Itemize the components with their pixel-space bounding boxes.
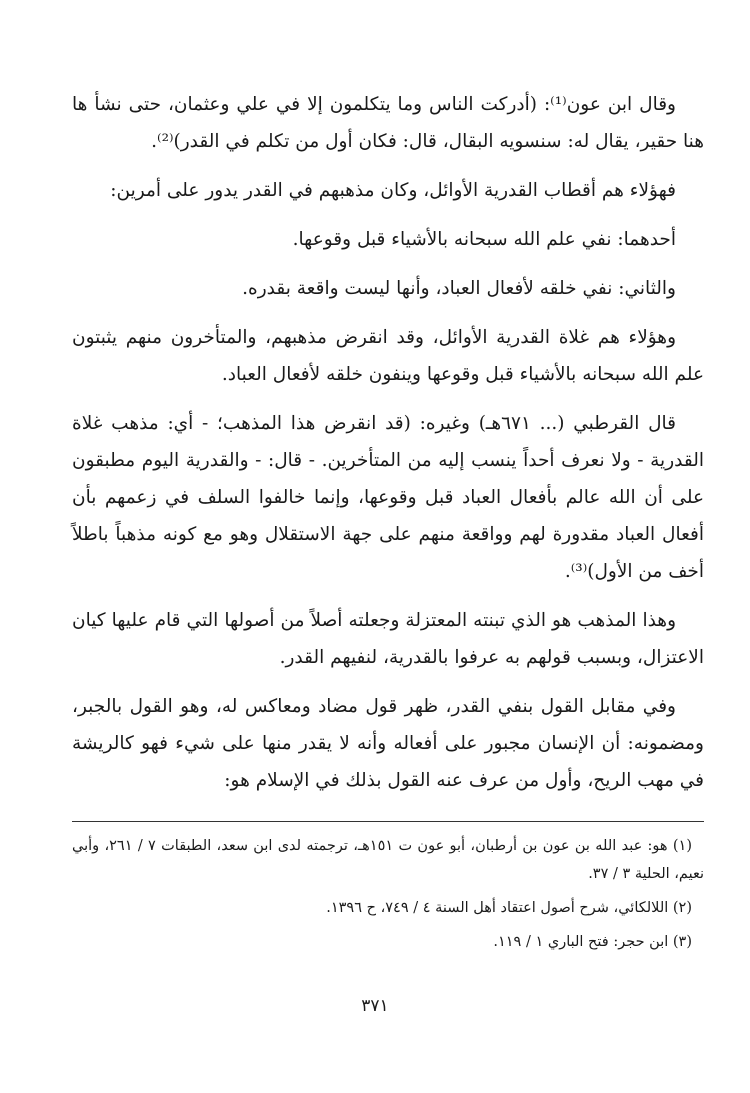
footnote: (٣) ابن حجر: فتح الباري ١ / ١١٩. — [493, 934, 692, 950]
footnotes — [72, 832, 704, 956]
paragraph: وقال ابن عون⁽¹⁾: (أدركت الناس وما يتكلمون إلا في علي وعثمان، حتى نشأ ها هنا حقير، يقال له: سنسويه البقال، قال: فكان أول من تكلم في القدر)⁽²⁾. — [72, 94, 704, 152]
paragraph: وهذا المذهب هو الذي تبنته المعتزلة وجعلته أصلاً من أصولها التي قام عليها كيان الاعتزال، وبسبب قولهم به عرفوا بالقدرية، لنفيهم القدر. — [72, 610, 704, 668]
paragraph: قال القرطبي (... ٦٧١هـ) وغيره: (قد انقرض هذا المذهب؛ - أي: مذهب غلاة القدرية - ولا نعرف أحداً ينسب إليه من المتأخرين. - قال: - والقدرية اليوم مطبقون على أن الله عالم بأفعال العباد قبل وقوعها، وإنما خالفوا السلف في زعمهم بأن أفعال العباد مقدورة لهم وواقعة منهم على جهة الاستقلال وهو مع كونه مذهباً باطلاً أخف من الأول)⁽³⁾. — [72, 413, 704, 582]
paragraph: والثاني: نفي خلقه لأفعال العباد، وأنها ليست واقعة بقدره. — [242, 278, 676, 299]
paragraph: فهؤلاء هم أقطاب القدرية الأوائل، وكان مذهبهم في القدر يدور على أمرين: — [110, 180, 676, 201]
page-number: ٣٧١ — [361, 996, 389, 1016]
footnote-divider — [72, 821, 704, 822]
page-content — [72, 86, 704, 962]
footnote: (٢) اللالكائي، شرح أصول اعتقاد أهل السنة ٤ / ٧٤٩، ح ١٣٩٦. — [326, 900, 692, 916]
paragraph: وفي مقابل القول بنفي القدر، ظهر قول مضاد ومعاكس له، وهو القول بالجبر، ومضمونه: أن الإنسان مجبور على أفعاله وأنه لا يقدر منها على شيء فهو كالريشة في مهب الريح، وأول من عرف عنه القول بذلك في الإسلام هو: — [72, 696, 704, 791]
footnote: (١) هو: عبد الله بن عون بن أرطبان، أبو عون ت ١٥١هـ، ترجمته لدى ابن سعد، الطبقات ٧ / ٢٦١، وأبي نعيم، الحلية ٣ / ٣٧. — [72, 838, 704, 882]
paragraph: أحدهما: نفي علم الله سبحانه بالأشياء قبل وقوعها. — [292, 229, 676, 250]
paragraph: وهؤلاء هم غلاة القدرية الأوائل، وقد انقرض مذهبهم، والمتأخرون منهم يثبتون علم الله سبحانه بالأشياء قبل وقوعها وينفون خلقه لأفعال العباد. — [72, 327, 704, 385]
body-text — [72, 86, 704, 799]
